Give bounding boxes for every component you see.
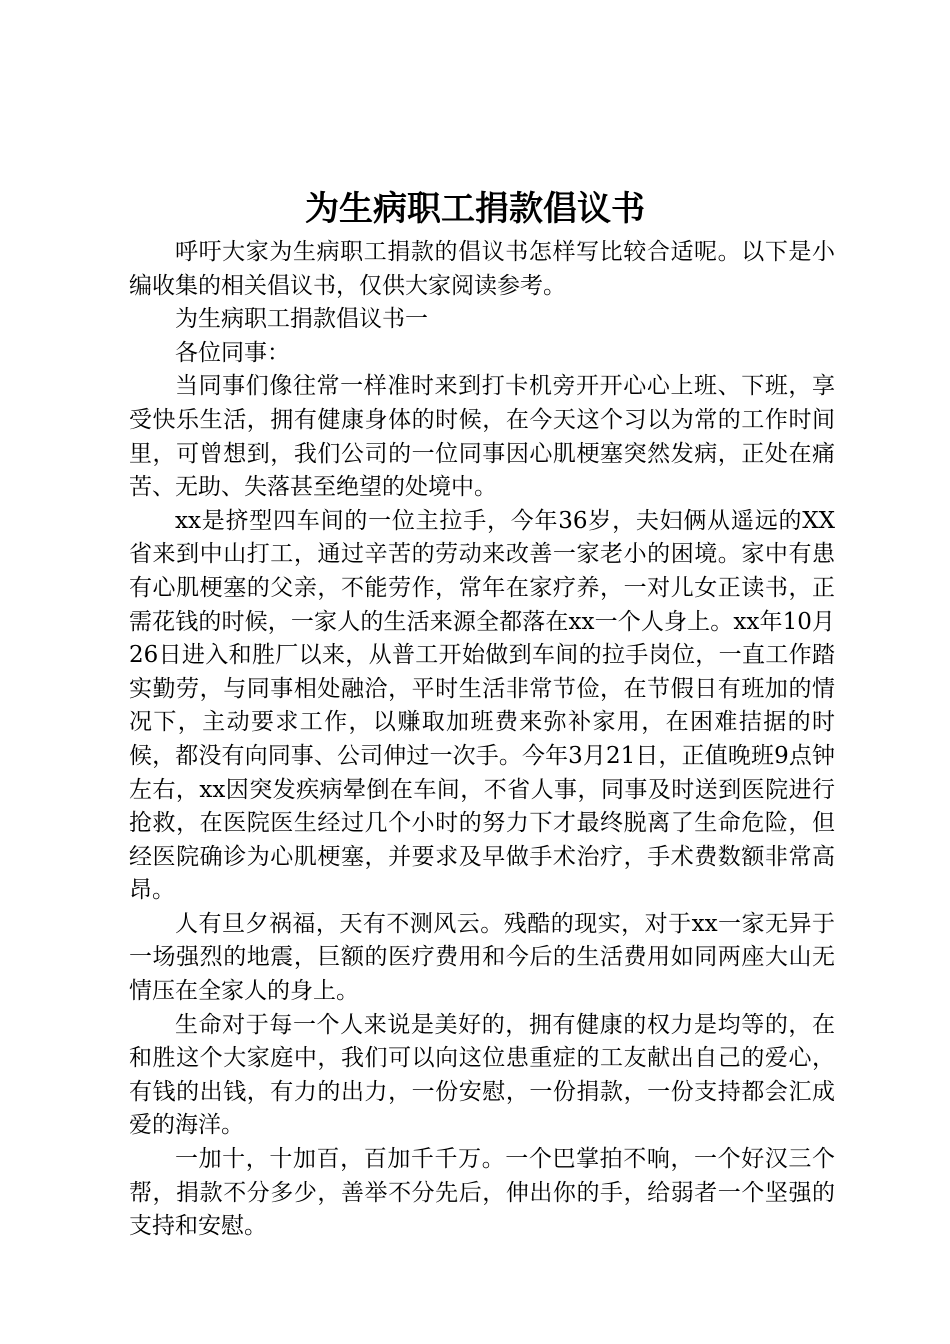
paragraph-body: 一加十，十加百，百加千千万。一个巴掌拍不响，一个好汉三个帮，捐款不分多少，善举不分先后，伸出你的手，给弱者一个坚强的支持和安慰。 [129,1146,835,1240]
paragraph-body: 生命对于每一个人来说是美好的，拥有健康的权力是均等的，在和胜这个大家庭中，我们可以向这位患重症的工友献出自己的爱心，有钱的出钱，有力的出力，一份安慰，一份捐款，一份支持都会汇成爱的海洋。 [129,1011,835,1139]
paragraph-body: 人有旦夕祸福，天有不测风云。残酷的现实，对于xx一家无异于一场强烈的地震，巨额的医疗费用和今后的生活费用如同两座大山无情压在全家人的身上。 [129,910,835,1005]
document-title: 为生病职工捐款倡议书 [305,189,645,229]
paragraph-intro: 呼吁大家为生病职工捐款的倡议书怎样写比较合适呢。以下是小编收集的相关倡议书，仅供大家阅读参考。 [129,239,835,299]
paragraph-body: xx是挤型四车间的一位主拉手，今年36岁，夫妇俩从遥远的XX省来到中山打工，通过辛苦的劳动来改善一家老小的困境。家中有患有心肌梗塞的父亲，不能劳作，常年在家疗养，一对儿女正读书，正需花钱的时候，一家人的生活来源全都落在xx一个人身上。xx年10月26日进入和胜厂以来，从普工开始做到车间的拉手岗位，一直工作踏实勤劳，与同事相处融洽，平时生活非常节俭，在节假日有班加的情况下，主动要求工作，以赚取加班费来弥补家用，在困难拮据的时候，都没有向同事、公司伸过一次手。今年3月21日，正值晚班9点钟左右，xx因突发疾病晕倒在车间，不省人事，同事及时送到医院进行抢救，在医院医生经过几个小时的努力下才最终脱离了生命危险，但经医院确诊为心肌梗塞，并要求及早做手术治疗，手术费数额非常高昂。 [129,507,835,904]
paragraph-subtitle: 为生病职工捐款倡议书一 [175,306,428,333]
paragraph-body: 当同事们像往常一样准时来到打卡机旁开开心心上班、下班，享受快乐生活，拥有健康身体的时候，在今天这个习以为常的工作时间里，可曾想到，我们公司的一位同事因心肌梗塞突然发病，正处在痛苦、无助、失落甚至绝望的处境中。 [129,373,835,501]
paragraph-salutation: 各位同事： [175,339,290,366]
document-body [129,236,835,1244]
